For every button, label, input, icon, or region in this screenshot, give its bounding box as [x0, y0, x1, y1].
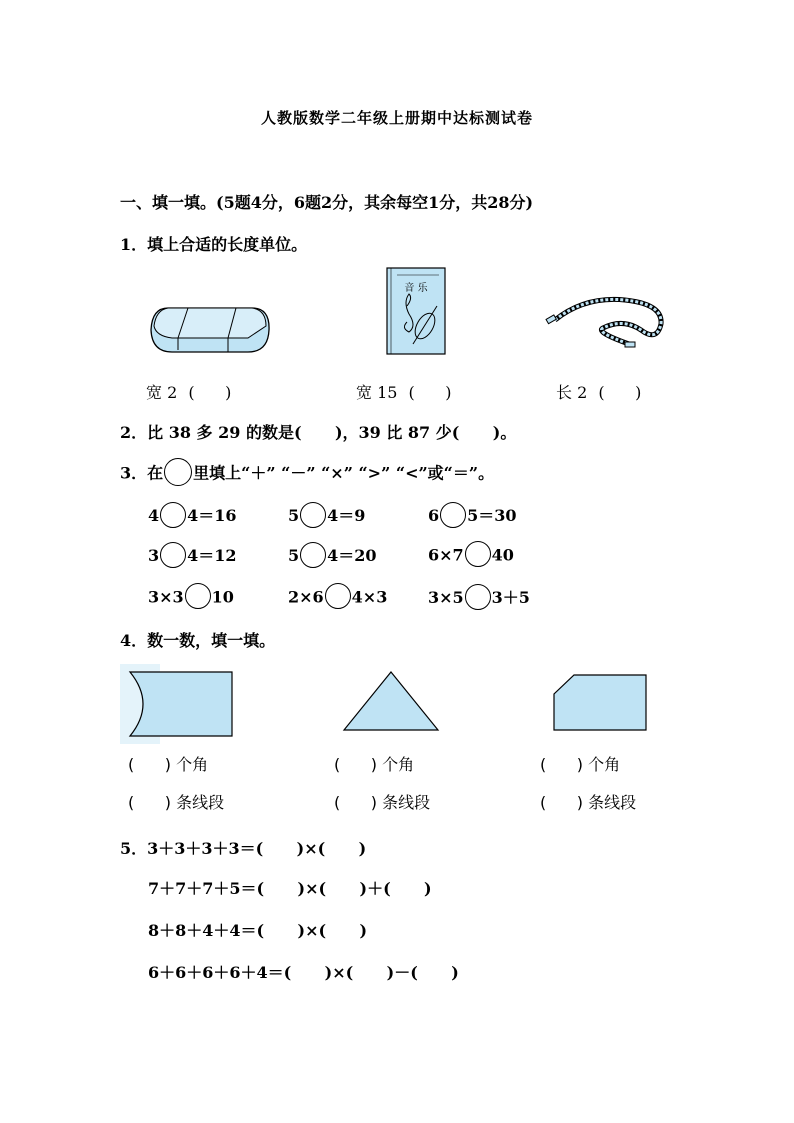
question-5-line-1: 5．3＋3＋3＋3＝( )×( ): [120, 839, 367, 858]
q1-item-1-prefix: 宽 2: [146, 383, 178, 402]
circle-icon: [164, 458, 192, 486]
q3-answer-circle[interactable]: [160, 502, 186, 528]
q4-segments-2[interactable]: ( ) 条线段: [334, 793, 431, 812]
q3-expr-2-2: 5 4＝20: [288, 543, 377, 570]
q3-answer-circle[interactable]: [465, 541, 491, 567]
question-4-label: 4．数一数，填一填。: [120, 631, 276, 650]
q3-expr-1-3: 6 5＝30: [428, 503, 517, 530]
q1-item-2: [356, 380, 452, 403]
question-5-line-3: 8＋8＋4＋4＝( )×( ): [148, 921, 368, 940]
question-1-label: 1．填上合适的长度单位。: [120, 235, 308, 254]
q4-segments-1[interactable]: ( ) 条线段: [128, 793, 225, 812]
q3-intro-before: 3．在: [120, 463, 164, 483]
q3-answer-circle[interactable]: [440, 502, 466, 528]
question-5-line-2: 7＋7＋7＋5＝( )×( )＋( ): [148, 879, 432, 898]
q3-expr-3-2: 2×6 4×3: [288, 585, 387, 611]
jump-rope-image: [545, 290, 675, 356]
q3-expr-2-3: 6×7 40: [428, 543, 514, 569]
q3-answer-circle[interactable]: [160, 542, 186, 568]
eraser-image: [148, 300, 272, 358]
q1-item-1: [146, 380, 231, 403]
music-book-image: [385, 266, 447, 358]
q3-intro-after: 里填上“＋” “－” “×” “>” “<”或“＝”。: [193, 463, 495, 483]
q4-angles-2[interactable]: ( ) 个角: [334, 755, 415, 774]
q4-angles-3[interactable]: ( ) 个角: [540, 755, 621, 774]
q1-answer-blank-2[interactable]: ( ): [408, 383, 452, 402]
q4-segments-3[interactable]: ( ) 条线段: [540, 793, 637, 812]
pentagon-shape: [550, 672, 650, 734]
q1-answer-blank-1[interactable]: ( ): [188, 383, 232, 402]
q1-answer-blank-3[interactable]: ( ): [598, 383, 642, 402]
q3-answer-circle[interactable]: [465, 584, 491, 610]
page-title: 人教版数学二年级上册期中达标测试卷: [260, 109, 533, 127]
q3-answer-circle[interactable]: [325, 583, 351, 609]
q3-expr-1-2: 5 4＝9: [288, 503, 365, 530]
q3-expr-2-1: 3 4＝12: [148, 543, 237, 570]
question-3-intro: [120, 460, 494, 488]
triangle-shape: [340, 668, 442, 734]
q3-expr-3-3: 3×5 3＋5: [428, 585, 530, 612]
q1-item-2-prefix: 宽 15: [356, 383, 398, 402]
concave-shape: [120, 664, 236, 744]
book-title: 音 乐: [404, 283, 428, 294]
question-5-line-4: 6＋6＋6＋6＋4＝( )×( )－( ): [148, 963, 459, 982]
section-heading: 一、填一填。(5题4分，6题2分，其余每空1分，共28分): [120, 193, 534, 212]
q1-item-3-prefix: 长 2: [556, 383, 588, 402]
q3-expr-3-1: 3×3 10: [148, 585, 234, 611]
q3-answer-circle[interactable]: [185, 583, 211, 609]
q4-angles-1[interactable]: ( ) 个角: [128, 755, 209, 774]
q3-answer-circle[interactable]: [300, 542, 326, 568]
q3-answer-circle[interactable]: [300, 502, 326, 528]
question-2: 2．比 38 多 29 的数是( )，39 比 87 少( )。: [120, 423, 517, 442]
q1-item-3: [556, 380, 641, 403]
q3-expr-1-1: 4 4＝16: [148, 503, 237, 530]
